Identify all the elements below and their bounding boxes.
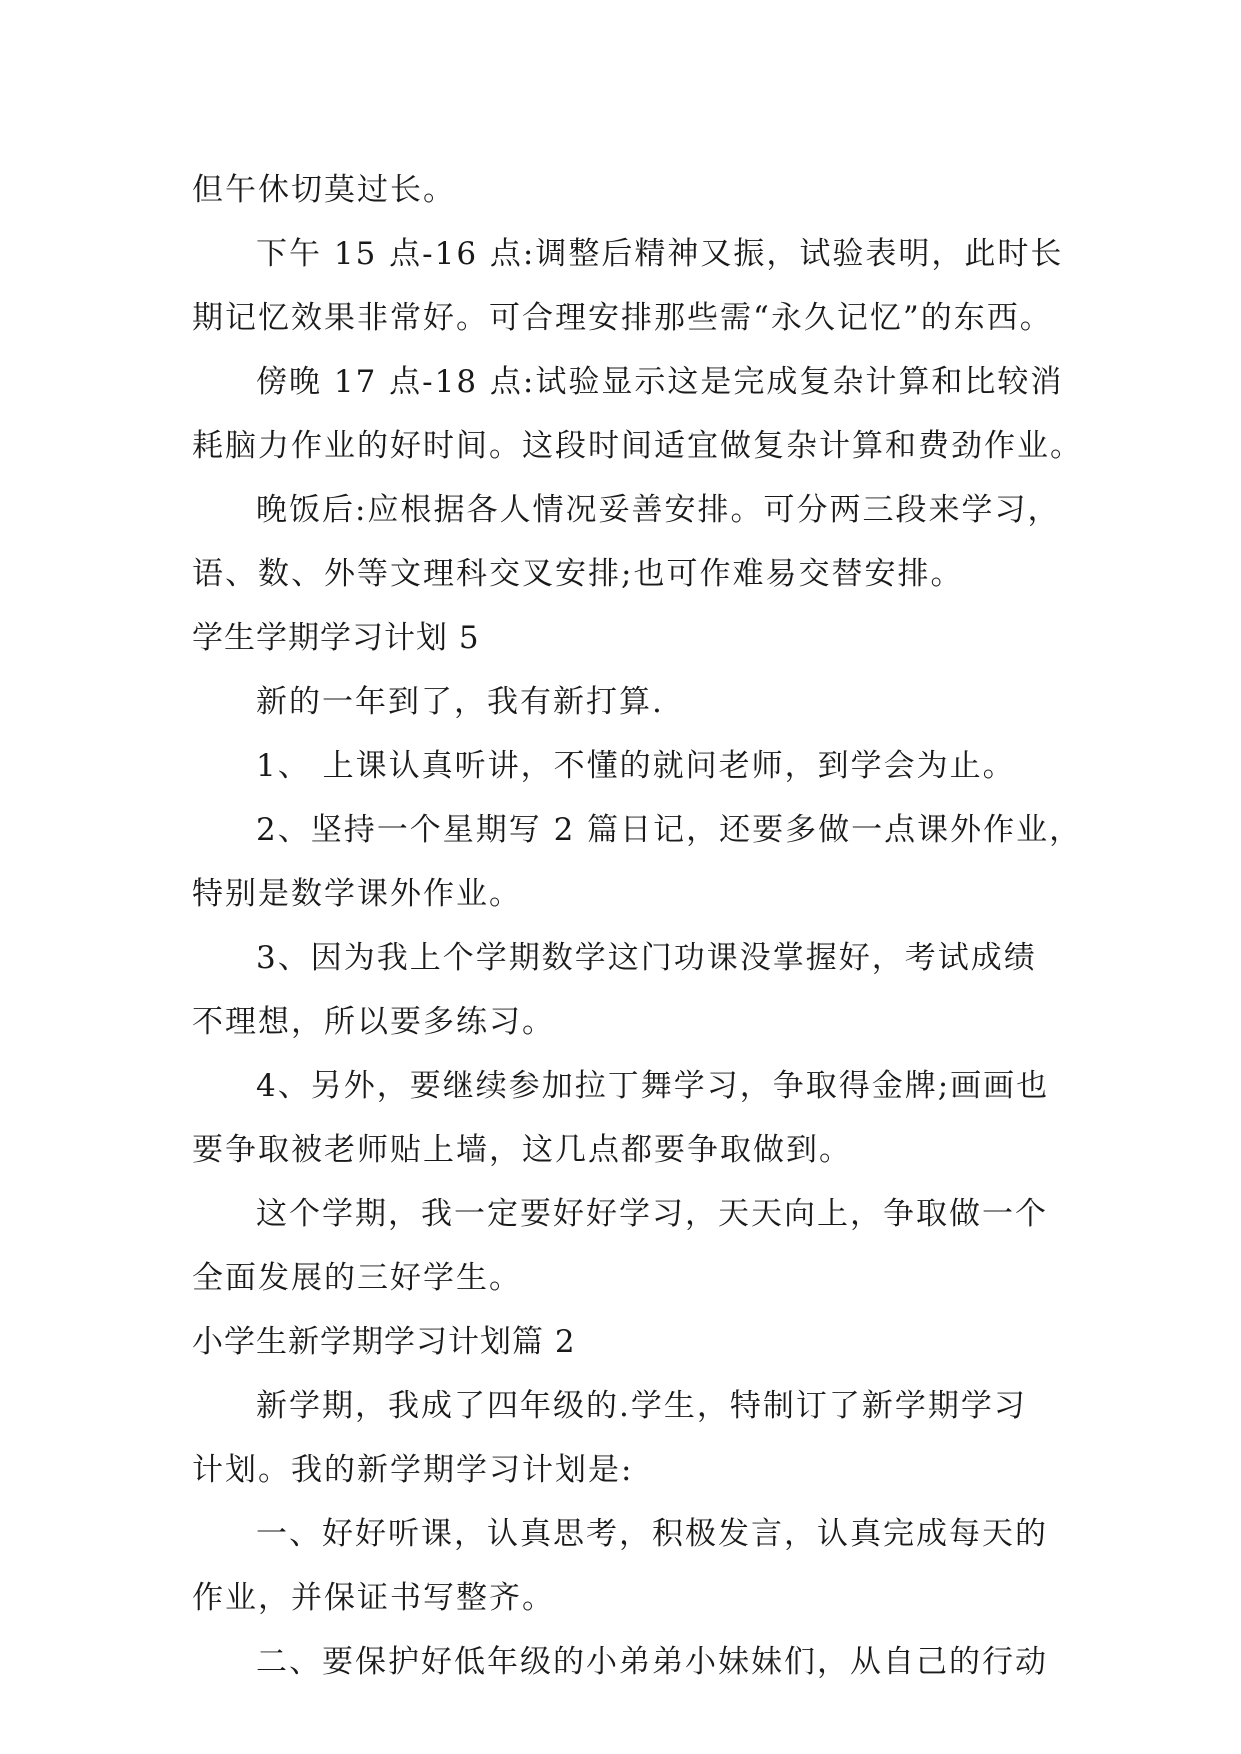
text-line: 一、好好听课，认真思考，积极发言，认真完成每天的 <box>256 1516 1048 1552</box>
text-line: 作业，并保证书写整齐。 <box>192 1580 555 1616</box>
text-line: 这个学期，我一定要好好学习，天天向上，争取做一个 <box>256 1196 1048 1232</box>
text-line: 1、 上课认真听讲，不懂的就问老师，到学会为止。 <box>256 748 1016 784</box>
text-line: 语、数、外等文理科交叉安排;也可作难易交替安排。 <box>192 556 964 592</box>
text-line: 不理想，所以要多练习。 <box>192 1004 555 1040</box>
section-heading: 小学生新学期学习计划篇 2 <box>192 1324 576 1360</box>
text-line: 新的一年到了，我有新打算. <box>256 684 664 720</box>
text-line: 特别是数学课外作业。 <box>192 876 522 912</box>
text-line: 期记忆效果非常好。可合理安排那些需“永久记忆”的东西。 <box>192 300 1053 336</box>
section-heading: 学生学期学习计划 5 <box>192 620 480 656</box>
text-line: 下午 15 点-16 点:调整后精神又振，试验表明，此时长 <box>256 236 1064 272</box>
document-body <box>192 158 1083 1694</box>
text-line: 二、要保护好低年级的小弟弟小妹妹们，从自己的行动 <box>256 1644 1048 1680</box>
text-line: 4、另外，要继续参加拉丁舞学习，争取得金牌;画画也 <box>256 1068 1050 1104</box>
text-line: 3、因为我上个学期数学这门功课没掌握好，考试成绩 <box>256 940 1037 976</box>
text-line: 新学期，我成了四年级的.学生，特制订了新学期学习 <box>256 1388 1027 1424</box>
text-line: 要争取被老师贴上墙，这几点都要争取做到。 <box>192 1132 852 1168</box>
text-line: 全面发展的三好学生。 <box>192 1260 522 1296</box>
text-line: 耗脑力作业的好时间。这段时间适宜做复杂计算和费劲作业。 <box>192 428 1083 464</box>
text-line: 2、坚持一个星期写 2 篇日记，还要多做一点课外作业， <box>256 812 1083 848</box>
text-line: 晚饭后:应根据各人情况妥善安排。可分两三段来学习， <box>256 492 1061 528</box>
text-line: 傍晚 17 点-18 点:试验显示这是完成复杂计算和比较消 <box>256 364 1064 400</box>
text-line: 计划。我的新学期学习计划是: <box>192 1452 634 1488</box>
text-line: 但午休切莫过长。 <box>192 172 456 208</box>
